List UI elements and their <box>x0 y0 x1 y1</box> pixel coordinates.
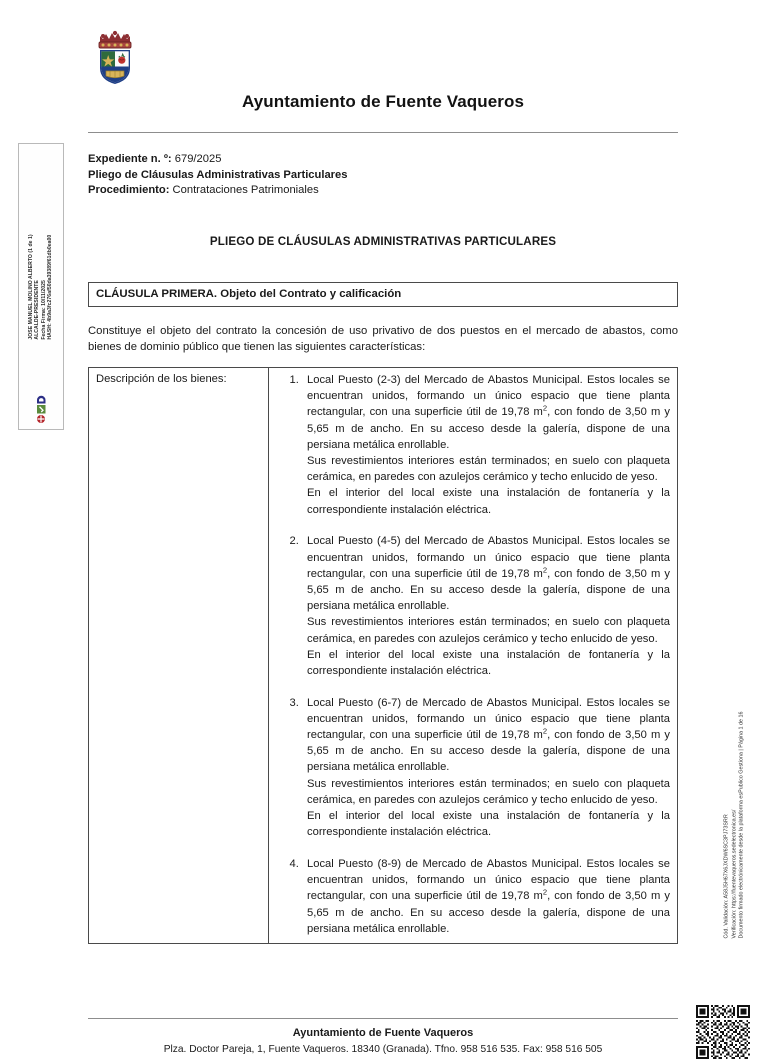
signature-hash: HASH: 4b9a3fc276af50da39389f61db0ea00 <box>47 234 54 340</box>
expediente-number-label: Expediente n. º: <box>88 153 172 165</box>
document-page <box>88 0 678 1063</box>
expediente-number-value: 679/2025 <box>174 153 222 165</box>
validation-margin-text <box>724 711 747 938</box>
coat-of-arms-icon <box>92 26 138 86</box>
signature-date: Fecha Firma: 10/11/2025 <box>41 279 47 340</box>
signer-role: ALCALDE-PRESIDENTE <box>34 279 41 340</box>
list-item-paragraph: En el interior del local existe una instalación de fontanería y la correspondiente instalación eléctrica. <box>307 810 670 839</box>
list-item-paragraph: En el interior del local existe una instalación de fontanería y la correspondiente instalación eléctrica. <box>307 487 670 516</box>
document-subject-title: PLIEGO DE CLÁUSULAS ADMINISTRATIVAS PARTICULARES <box>209 234 557 248</box>
signature-margin <box>18 143 64 430</box>
validation-code: Cód. Validación: A58J5H67X6JXDW6SC3PJ73SRR <box>723 814 730 939</box>
footer-organization: Ayuntamiento de Fuente Vaqueros <box>292 1027 474 1039</box>
table-row <box>89 367 678 943</box>
page-title: Ayuntamiento de Fuente Vaqueros <box>241 92 525 111</box>
list-item-paragraph: Sus revestimientos interiores están terminados; en suelo con plaqueta cerámica, en paredes con azulejos cerámico y techo enlucido de yeso. <box>307 616 670 645</box>
signer-name: JOSE MANUEL MOLINO ALBERTO (1 de 1) <box>28 233 35 340</box>
qr-code-icon[interactable] <box>696 1005 750 1059</box>
list-item-paragraph: Sus revestimientos interiores están terminados; en suelo con plaqueta cerámica, en paredes con azulejos cerámico y techo enlucido de yeso. <box>307 454 670 484</box>
pliego-label: Pliego de Cláusulas Administrativas Particulares <box>88 168 348 181</box>
expediente-block <box>88 152 678 199</box>
goods-row-label: Descripción de los bienes: <box>89 367 269 943</box>
signature-margin-text <box>28 234 54 339</box>
list-item <box>302 695 670 841</box>
document-header <box>88 0 678 133</box>
clause-heading-box: CLÁUSULA PRIMERA. Objeto del Contrato y calificación <box>88 282 678 307</box>
expediente-number-line <box>88 152 678 168</box>
list-item <box>302 533 670 679</box>
list-item-paragraph: Sus revestimientos interiores están terminados; en suelo con plaqueta cerámica, en paredes con azulejos cerámico y techo enlucido de yeso. <box>307 777 670 806</box>
validation-margin <box>718 650 752 1000</box>
verification-url[interactable]: Verificación: https://fuentevaqueros.sedelectronica.es/ <box>731 809 738 939</box>
intro-paragraph: Constituye el objeto del contrato la concesión de uso privativo de dos puestos en el mercado de abastos, como bienes de dominio público que tienen las siguientes características: <box>88 324 678 354</box>
goods-items-cell <box>269 367 678 943</box>
list-item-paragraph: 2. Local Puesto (4-5) del Mercado de Abastos Municipal. Estos locales se encuentran unidos, formando un único espacio que tiene planta rectangular, con una superficie útil de 19,78 $m^2$, con fondo de 3,50 m y 5,65 m de ancho. En su acceso desde la galería, dispone de una persiana metálica enrollable. <box>307 535 670 613</box>
list-item <box>302 856 670 937</box>
goods-list <box>276 372 670 937</box>
goods-description-table <box>88 367 678 944</box>
platform-and-page: Documento firmado electrónicamente desde la plataforma esPublico Gestiona | Página 1 de 16 <box>738 711 745 939</box>
footer-address: Plza. Doctor Pareja, 1, Fuente Vaqueros. 18340 (Granada). Tfno. 958 516 535. Fax: 958 516 505 <box>163 1044 603 1055</box>
espublico-logo-icon <box>35 394 48 424</box>
list-item-paragraph: 3. Local Puesto (6-7) de Mercado de Abastos Municipal. Estos locales se encuentran unidos, formando un único espacio que tiene planta rectangular, con una superficie útil de 19,78 $m^2$, con fondo de 3,50 m y 5,65 m de ancho. En su acceso desde la galería, dispone de una persiana metálica enrollable. <box>307 696 670 774</box>
procedure-value: Contrataciones Patrimoniales <box>172 184 319 197</box>
list-item-paragraph: 1. Local Puesto (2-3) del Mercado de Abastos Municipal. Estos locales se encuentran unidos, formando un único espacio que tiene planta rectangular, con una superficie útil de 19,78 $m^2$, con fondo de 3,50 m y 5,65 m de ancho. En su acceso desde la galería, dispone de una persiana metálica enrollable. <box>307 373 670 451</box>
procedure-line <box>88 183 678 199</box>
list-item-paragraph: 4. Local Puesto (8-9) de Mercado de Abastos Municipal. Estos locales se encuentran unidos, formando un único espacio que tiene planta rectangular, con una superficie útil de 19,78 $m^2$, con fondo de 3,50 m y 5,65 m de ancho. En su acceso desde la galería, dispone de una persiana metálica enrollable. <box>307 857 670 935</box>
procedure-label: Procedimiento: <box>88 184 170 197</box>
list-item <box>302 372 670 518</box>
list-item-paragraph: En el interior del local existe una instalación de fontanería y la correspondiente instalación eléctrica. <box>307 648 670 677</box>
document-footer <box>88 1018 678 1057</box>
